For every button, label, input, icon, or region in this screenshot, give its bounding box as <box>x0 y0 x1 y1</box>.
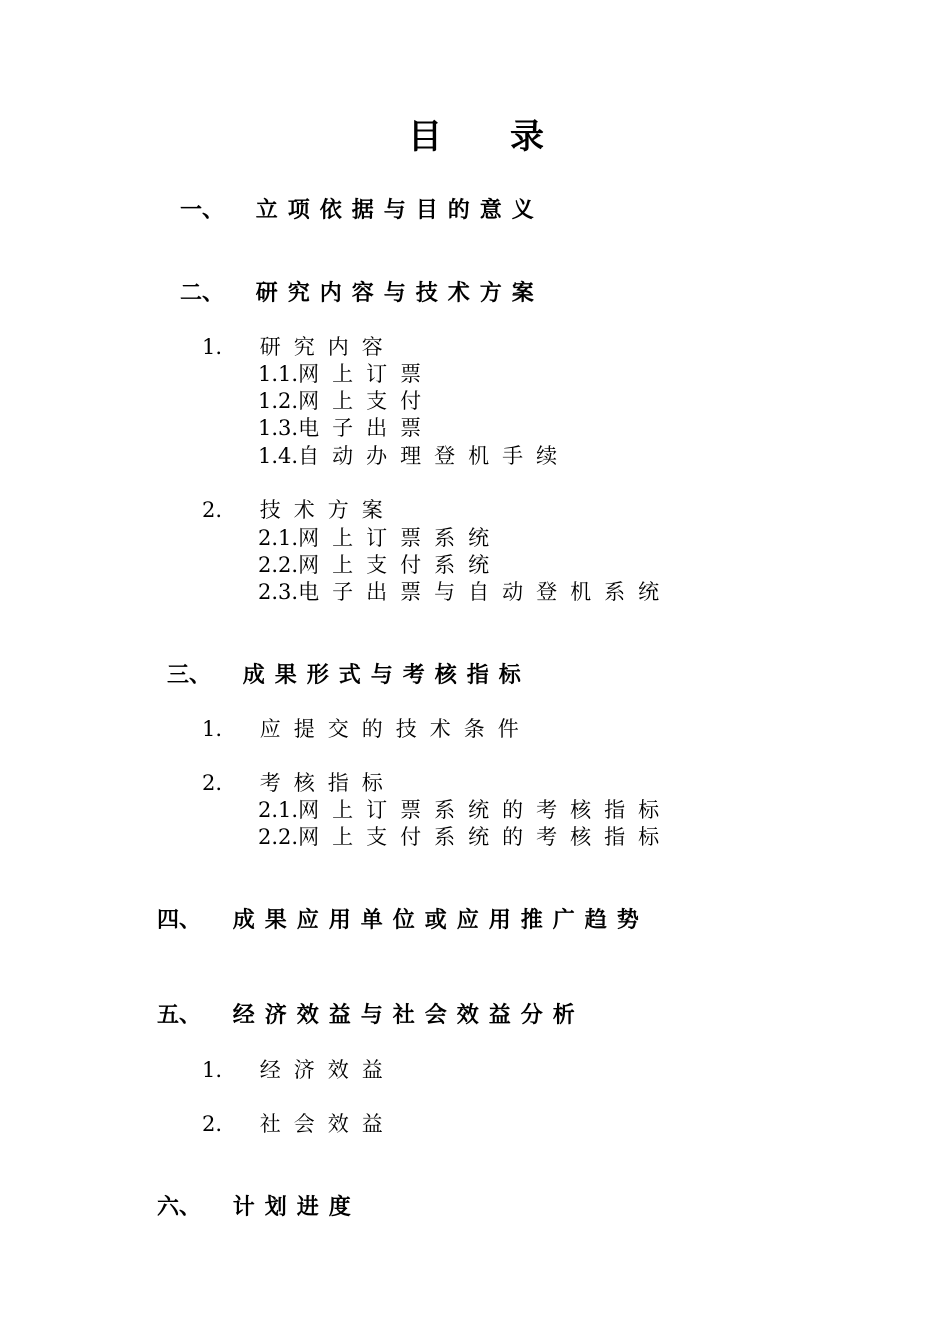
subsection-number: 2. <box>202 498 223 522</box>
item-number: 2.1. <box>258 526 299 550</box>
toc-item-2-1-2[interactable] <box>258 391 434 412</box>
toc-item-3-2-2[interactable] <box>258 827 672 848</box>
subsection-label: 技术方案 <box>259 498 396 522</box>
item-number: 1.2. <box>258 389 299 413</box>
section-label: 经济效益与社会效益分析 <box>232 1002 585 1028</box>
section-number: 三、 <box>167 662 212 688</box>
toc-subsection-5-1[interactable] <box>202 1060 396 1081</box>
toc-subsection-2-2[interactable] <box>202 500 396 521</box>
toc-title-second <box>510 117 544 157</box>
toc-item-2-2-1[interactable] <box>258 528 502 549</box>
toc-subsection-2-1[interactable] <box>202 337 396 358</box>
toc-item-2-1-3[interactable] <box>258 418 434 439</box>
item-label: 网上订票系统 <box>298 526 503 550</box>
toc-subsection-3-2[interactable] <box>202 773 396 794</box>
section-number: 一、 <box>180 197 225 223</box>
section-number: 五、 <box>157 1002 202 1028</box>
toc-title-char-1: 目 <box>408 117 442 157</box>
item-number: 2.3. <box>258 580 299 604</box>
section-label: 研究内容与技术方案 <box>255 280 544 306</box>
toc-title-char-2: 录 <box>510 117 544 157</box>
toc-item-2-2-2[interactable] <box>258 555 502 576</box>
toc-subsection-5-2[interactable] <box>202 1114 396 1135</box>
subsection-number: 2. <box>202 771 223 795</box>
subsection-number: 1. <box>202 1058 223 1082</box>
item-number: 2.1. <box>258 798 299 822</box>
subsection-number: 1. <box>202 335 223 359</box>
toc-section-2[interactable] <box>180 282 544 304</box>
subsection-label: 研究内容 <box>259 335 396 359</box>
toc-item-3-2-1[interactable] <box>258 800 672 821</box>
subsection-number: 1. <box>202 717 223 741</box>
subsection-label: 社会效益 <box>259 1112 396 1136</box>
toc-item-2-2-3[interactable] <box>258 582 672 603</box>
item-label: 网上订票系统的考核指标 <box>298 798 673 822</box>
item-label: 电子出票与自动登机系统 <box>298 580 673 604</box>
item-number: 2.2. <box>258 825 299 849</box>
section-number: 四、 <box>157 907 202 933</box>
section-label: 成果形式与考核指标 <box>242 662 531 688</box>
subsection-label: 应提交的技术条件 <box>259 717 532 741</box>
toc-item-2-1-1[interactable] <box>258 364 434 385</box>
toc-section-1[interactable] <box>180 199 544 221</box>
toc-title <box>408 117 442 157</box>
item-label: 网上支付系统 <box>298 553 503 577</box>
item-label: 网上订票 <box>298 362 435 386</box>
section-number: 二、 <box>180 280 225 306</box>
item-number: 2.2. <box>258 553 299 577</box>
item-label: 自动办理登机手续 <box>298 444 571 468</box>
toc-section-6[interactable] <box>157 1196 361 1218</box>
item-label: 网上支付系统的考核指标 <box>298 825 673 849</box>
toc-subsection-3-1[interactable] <box>202 719 532 740</box>
toc-section-3[interactable] <box>167 664 531 686</box>
section-number: 六、 <box>157 1194 202 1220</box>
subsection-number: 2. <box>202 1112 223 1136</box>
subsection-label: 考核指标 <box>259 771 396 795</box>
section-label: 立项依据与目的意义 <box>255 197 544 223</box>
item-number: 1.4. <box>258 444 299 468</box>
toc-section-5[interactable] <box>157 1004 585 1026</box>
item-label: 电子出票 <box>298 416 435 440</box>
subsection-label: 经济效益 <box>259 1058 396 1082</box>
section-label: 计划进度 <box>232 1194 361 1220</box>
item-label: 网上支付 <box>298 389 435 413</box>
item-number: 1.1. <box>258 362 299 386</box>
section-label: 成果应用单位或应用推广趋势 <box>232 907 649 933</box>
toc-item-2-1-4[interactable] <box>258 446 570 467</box>
toc-section-4[interactable] <box>157 909 649 931</box>
item-number: 1.3. <box>258 416 299 440</box>
